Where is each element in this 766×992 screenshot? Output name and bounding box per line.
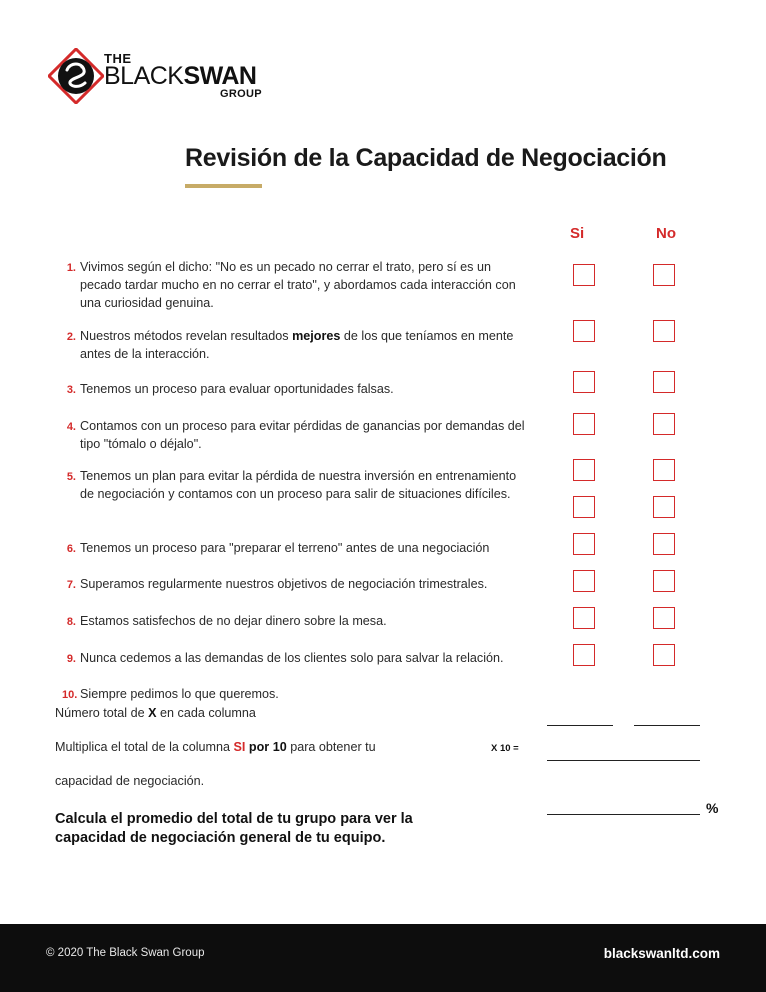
checkbox-si[interactable] [573, 413, 595, 435]
checkbox-si[interactable] [573, 459, 595, 481]
checkbox-no[interactable] [653, 533, 675, 555]
checkbox-no[interactable] [653, 496, 675, 518]
question-number: 8. [66, 616, 76, 628]
question-text: Siempre pedimos lo que queremos. [80, 687, 279, 701]
question-number: 6. [66, 543, 76, 555]
checkbox-no[interactable] [653, 459, 675, 481]
checkbox-no[interactable] [653, 264, 675, 286]
checkbox-si[interactable] [573, 264, 595, 286]
question-number: 3. [66, 384, 76, 396]
checkbox-no[interactable] [653, 644, 675, 666]
checkbox-no[interactable] [653, 320, 675, 342]
question-text: Nunca cedemos a las demandas de los clientes solo para salvar la relación. [80, 651, 504, 665]
checkbox-si[interactable] [573, 533, 595, 555]
question-text: Superamos regularmente nuestros objetivos de negociación trimestrales. [80, 577, 488, 591]
capacity-result-line[interactable] [547, 760, 700, 761]
checkbox-no[interactable] [653, 413, 675, 435]
footer-website-link[interactable]: blackswanltd.com [603, 946, 720, 961]
logo-group: GROUP [220, 88, 262, 100]
checkbox-si[interactable] [573, 644, 595, 666]
checkbox-no[interactable] [653, 570, 675, 592]
question-text: Contamos con un proceso para evitar pérdidas de ganancias por demandas del tipo "tómalo o déjalo". [80, 419, 525, 451]
checkbox-no[interactable] [653, 607, 675, 629]
times-ten-label: X 10 = [491, 743, 519, 754]
question-number: 1. [66, 262, 76, 274]
total-si-line[interactable] [547, 725, 613, 726]
page-title: Revisión de la Capacidad de Negociación [185, 144, 667, 172]
question-number: 9. [66, 653, 76, 665]
title-underline [185, 184, 262, 188]
logo-the: THE [104, 51, 132, 66]
totals-label: Número total de X en cada columna [55, 706, 256, 720]
question-number: 4. [66, 421, 76, 433]
question-number: 5. [66, 471, 76, 483]
question-text: Tenemos un proceso para evaluar oportunidades falsas. [80, 382, 394, 396]
question-number: 10. [62, 689, 78, 701]
average-result-line[interactable] [547, 814, 700, 815]
question-text: Nuestros métodos revelan resultados mejores de los que teníamos en mente antes de la interacción. [80, 329, 514, 361]
question-text: Vivimos según el dicho: "No es un pecado no cerrar el trato, pero sí es un pecado tardar mucho en no cerrar el trato", y abordamos cada interacción con una curiosidad genuina. [80, 260, 516, 310]
logo-name: BLACKSWAN [104, 62, 257, 90]
question-text: Tenemos un plan para evitar la pérdida de nuestra inversión en entrenamiento de negociación y contamos con un proceso para salir de situaciones difíciles. [80, 469, 517, 501]
percent-sign: % [706, 800, 719, 816]
checkbox-si[interactable] [573, 320, 595, 342]
total-no-line[interactable] [634, 725, 700, 726]
multiply-instruction: Multiplica el total de la columna SI por 10 para obtener tu [55, 740, 376, 754]
footer-copyright: © 2020 The Black Swan Group [46, 947, 205, 959]
question-number: 7. [66, 579, 76, 591]
checkbox-si[interactable] [573, 607, 595, 629]
column-header-si: Si [570, 225, 585, 242]
average-instruction: Calcula el promedio del total de tu grupo para ver la capacidad de negociación general de tu equipo. [55, 811, 413, 846]
checkbox-no[interactable] [653, 371, 675, 393]
question-number: 2. [66, 331, 76, 343]
question-text: Estamos satisfechos de no dejar dinero sobre la mesa. [80, 614, 387, 628]
checkbox-si[interactable] [573, 371, 595, 393]
column-header-no: No [656, 225, 676, 242]
multiply-instruction-line2: capacidad de negociación. [55, 774, 205, 788]
checkbox-si[interactable] [573, 496, 595, 518]
company-logo [48, 48, 278, 104]
checkbox-si[interactable] [573, 570, 595, 592]
black-swan-logo-icon [48, 48, 104, 104]
question-text: Tenemos un proceso para "preparar el terreno" antes de una negociación [80, 541, 490, 555]
